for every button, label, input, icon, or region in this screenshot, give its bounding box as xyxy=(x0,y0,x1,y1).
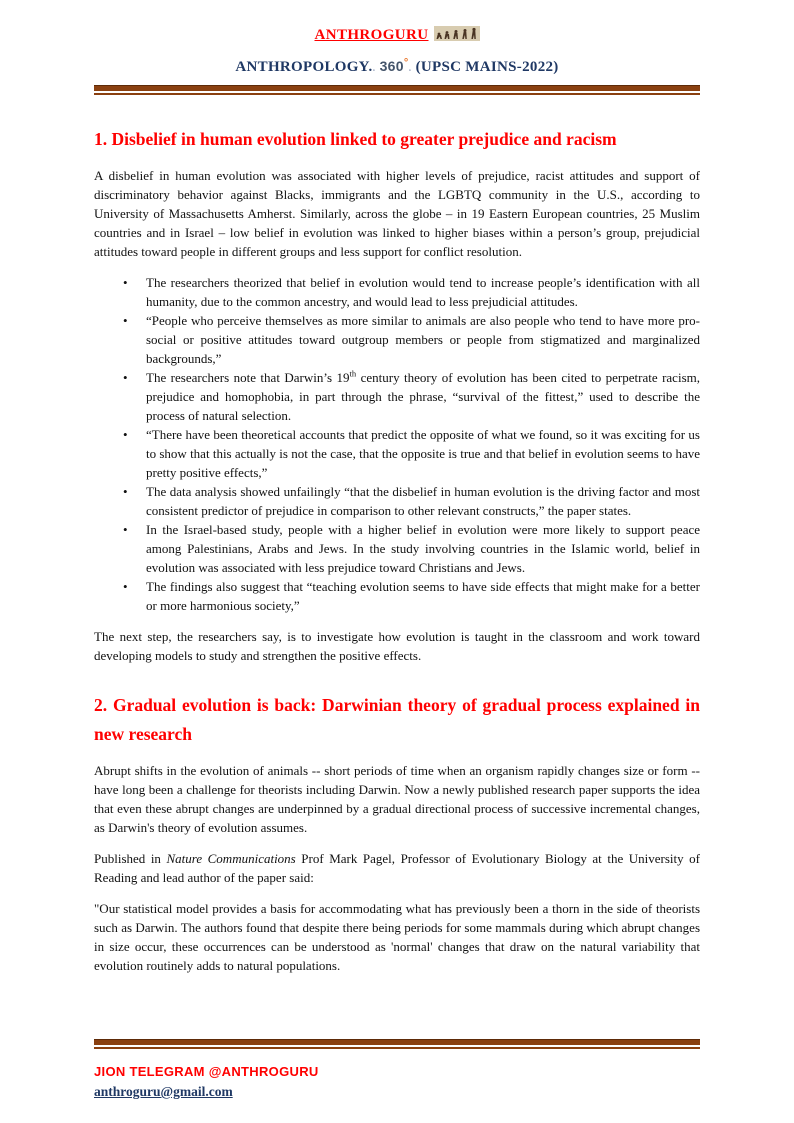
section-2-paragraph-1: Abrupt shifts in the evolution of animals -- short periods of time when an organism rapidly changes size or form -- have long been a challenge for theorists including Darwin. Now a newly published research paper supports the idea that even these abrupt changes are underpinned by a gradual directional process of successive incremental changes, as Darwin's theory of evolution assumes. xyxy=(94,763,700,835)
list-item xyxy=(121,368,700,425)
degree-symbol: ° xyxy=(403,57,409,69)
human-evolution-march-icon xyxy=(434,26,480,41)
list-item: • The findings also suggest that “teaching evolution seems to have side effects that might make for a better or more harmonious society,” xyxy=(121,577,700,615)
brand-title: ANTHROGURU xyxy=(314,27,429,43)
ordinal-superscript: th xyxy=(349,368,357,379)
subtitle-sep1: . xyxy=(372,62,376,74)
section-1-bullet-list xyxy=(121,273,700,615)
section-1-outro-paragraph: The next step, the researchers say, is to investigate how evolution is taught in the classroom and work toward developing models to study and strengthen the positive effects. xyxy=(94,629,700,663)
para-text-pre: Published in xyxy=(94,851,167,866)
telegram-handle: JION TELEGRAM @ANTHROGURU xyxy=(94,1064,319,1079)
bullet-text-post: century theory of evolution has been cited to perpetrate racism, prejudice and homophobia, in part through the phrase, “survival of the fittest,” used to describe the process of natural selection. xyxy=(146,370,700,423)
subtitle-360: 360 xyxy=(379,58,404,74)
subtitle-sep2: . xyxy=(408,62,412,74)
email-link[interactable]: anthroguru@gmail.com xyxy=(94,1084,233,1099)
footer-rule xyxy=(94,1039,700,1049)
page-footer xyxy=(94,1030,700,1101)
section-2-heading: 2. Gradual evolution is back: Darwinian theory of gradual process explained in new research xyxy=(94,695,700,744)
header-rule xyxy=(94,85,700,95)
document-subtitle xyxy=(94,57,700,76)
list-item: • The researchers theorized that belief in evolution would tend to increase people’s identification with all humanity, due to the common ancestry, and would lead to less prejudicial attitudes. xyxy=(121,273,700,311)
section-1-intro-paragraph: A disbelief in human evolution was associated with higher levels of prejudice, racist attitudes and support of discriminatory behavior against Blacks, immigrants and the LGBTQ community in the U.S., according to University of Massachusetts Amherst. Similarly, across the globe – in 19 Eastern European countries, 25 Muslim countries and in Israel – low belief in evolution was linked to higher biases within a person’s group, prejudicial attitudes toward people in different groups and less support for conflict resolution. xyxy=(94,168,700,259)
section-2-paragraph-2 xyxy=(94,849,700,887)
brand-line xyxy=(94,26,700,44)
subtitle-part1: ANTHROPOLOGY. xyxy=(235,59,373,75)
list-item: • “People who perceive themselves as more similar to animals are also people who tend to have more pro-social or positive attitudes toward outgroup members or people from stigmatized and marginalized backgrounds,” xyxy=(121,311,700,368)
document-body xyxy=(94,125,700,975)
para-text-post: Prof Mark Pagel, Professor of Evolutionary Biology at the University of Reading and lead author of the paper said: xyxy=(94,851,700,885)
section-1 xyxy=(94,125,700,665)
journal-name: Nature Communications xyxy=(166,851,296,866)
list-item: • In the Israel-based study, people with a higher belief in evolution were more likely to support peace among Palestinians, Arabs and Jews. In the study involving countries in the Islamic world, belief in evolution was associated with less prejudice toward Christians and Jews. xyxy=(121,520,700,577)
section-2-paragraph-3: "Our statistical model provides a basis for accommodating what has previously been a thorn in the side of theorists such as Darwin. The authors found that despite there being periods for some mammals during which abrupt changes in size occur, these occurrences can be understood as 'normal' changes that draw on the natural variability that evolution routinely adds to natural populations. xyxy=(94,901,700,973)
list-item: • “There have been theoretical accounts that predict the opposite of what we found, so it was exciting for us to show that this actually is not the case, that the opposite is true and that belief in evolution seems to have pretty positive effects,” xyxy=(121,425,700,482)
subtitle-part2: (UPSC MAINS-2022) xyxy=(415,59,559,75)
section-1-heading: 1. Disbelief in human evolution linked to greater prejudice and racism xyxy=(94,129,617,149)
bullet-text-pre: The researchers note that Darwin’s 19 xyxy=(146,370,350,385)
list-item: • The data analysis showed unfailingly “that the disbelief in human evolution is the driving factor and most consistent predictor of prejudice in comparison to other relevant constructs,” the paper states. xyxy=(121,482,700,520)
section-2 xyxy=(94,691,700,975)
page-header xyxy=(94,26,700,95)
email-line xyxy=(94,1083,700,1101)
